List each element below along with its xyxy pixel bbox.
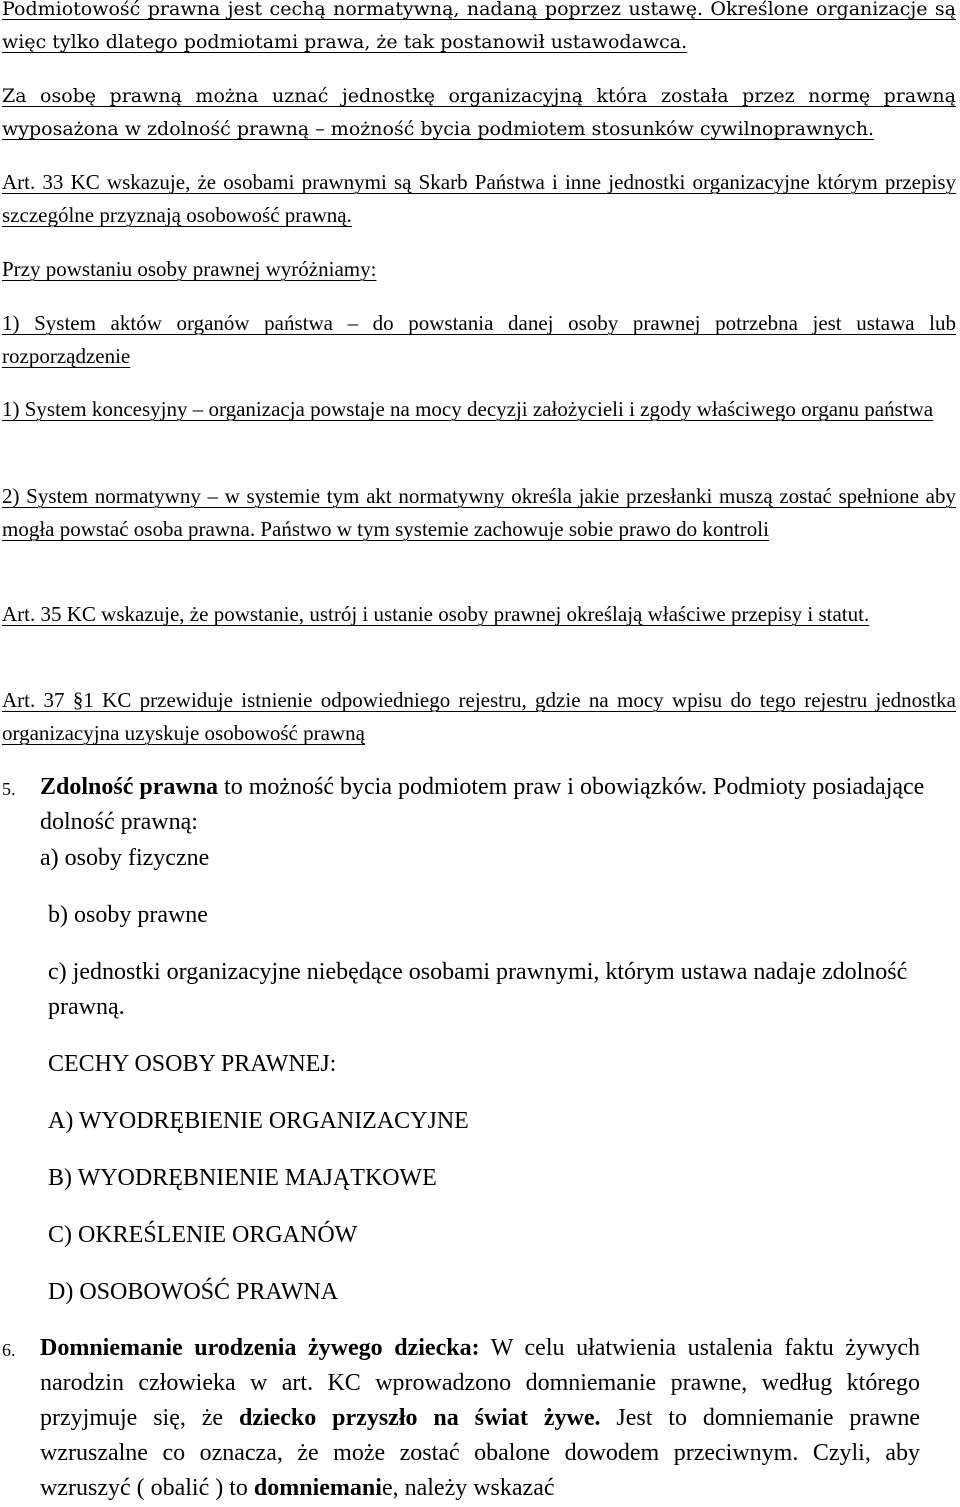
list-item-c: c) jednostki organizacyjne niebędące osobami prawnymi, którym ustawa nadaje zdolność prawną. (48, 959, 908, 1020)
feature-item-a: A) WYODRĘBIENIE ORGANIZACYJNE (48, 1108, 469, 1134)
section-5-number: 5. (2, 779, 16, 799)
feature-item-b: B) WYODRĘBNIENIE MAJĄTKOWE (48, 1165, 437, 1191)
paragraph-system-aktow: 1) System aktów organów państwa – do powstania danej osoby prawnej potrzebna jest ustawa lub rozporządzenie (2, 311, 956, 368)
feature-item-d: D) OSOBOWOŚĆ PRAWNA (48, 1279, 339, 1305)
feature-item-c: C) OKREŚLENIE ORGANÓW (48, 1222, 358, 1248)
paragraph-system-koncesyjny: 1) System koncesyjny – organizacja powstaje na mocy decyzji założycieli i zgody właściwego organu państwa (2, 397, 934, 421)
section-6-text-3: e, należy wskazać (381, 1475, 555, 1501)
paragraph-podmiotowosc: Podmiotowość prawna jest cechą normatywną, nadaną poprzez ustawę. Określone organizacje są więc tylko dlatego podmiotami prawa, że tak postanowił ustawodawca. (2, 0, 956, 53)
section-6-number: 6. (2, 1340, 16, 1360)
section-6-text (40, 1331, 920, 1506)
paragraph-przy-powstaniu: Przy powstaniu osoby prawnej wyróżniamy: (2, 257, 377, 281)
paragraph-art-37: Art. 37 §1 KC przewiduje istnienie odpowiedniego rejestru, gdzie na mocy wpisu do tego rejestru jednostka organizacyjna uzyskuje osobowość prawną (2, 688, 956, 745)
paragraph-art-35: Art. 35 KC wskazuje, że powstanie, ustrój i ustanie osoby prawnej określają właściwe przepisy i statut. (2, 602, 870, 626)
section-6-bold-2: domniemani (253, 1475, 382, 1501)
list-item-a: a) osoby fizyczne (40, 845, 210, 871)
paragraph-osoba-prawna: Za osobę prawną można uznać jednostkę organizacyjną która została przez normę prawną wyposażona w zdolność prawną – możność bycia podmiotem stosunków cywilnoprawnych. (2, 85, 956, 140)
section-5-term: Zdolność prawna (40, 774, 219, 800)
section-6-text-2: Jest to domniemanie prawne wzruszalne co oznacza, że może zostać obalone dowodem przeciwnym. Czyli, aby wzruszyć ( obalić ) to (40, 1405, 920, 1501)
section-6-bold-1: dziecko przyszło na świat żywe. (238, 1405, 601, 1431)
section-heading: CECHY OSOBY PRAWNEJ: (48, 1051, 337, 1077)
paragraph-system-normatywny: 2) System normatywny – w systemie tym akt normatywny określa jakie przesłanki muszą zostać spełnione aby mogła powstać osoba prawna. Państwo w tym systemie zachowuje sobie prawo do kontroli (2, 484, 956, 541)
list-item-b: b) osoby prawne (48, 902, 208, 928)
section-6-text-1: W celu ułatwienia ustalenia faktu żywych narodzin człowieka w art. KC wprowadzono domniemanie prawne, według którego przyjmuje się, że (40, 1335, 921, 1431)
section-6-term: Domniemanie urodzenia żywego dziecka: (40, 1335, 480, 1361)
section-5-intro (40, 770, 940, 840)
paragraph-art-33: Art. 33 KC wskazuje, że osobami prawnymi są Skarb Państwa i inne jednostki organizacyjne którym przepisy szczególne przyznają osobowość prawną. (2, 170, 956, 227)
section-5-text: to możność bycia podmiotem praw i obowiązków. Podmioty posiadające dolność prawną: (40, 774, 925, 835)
